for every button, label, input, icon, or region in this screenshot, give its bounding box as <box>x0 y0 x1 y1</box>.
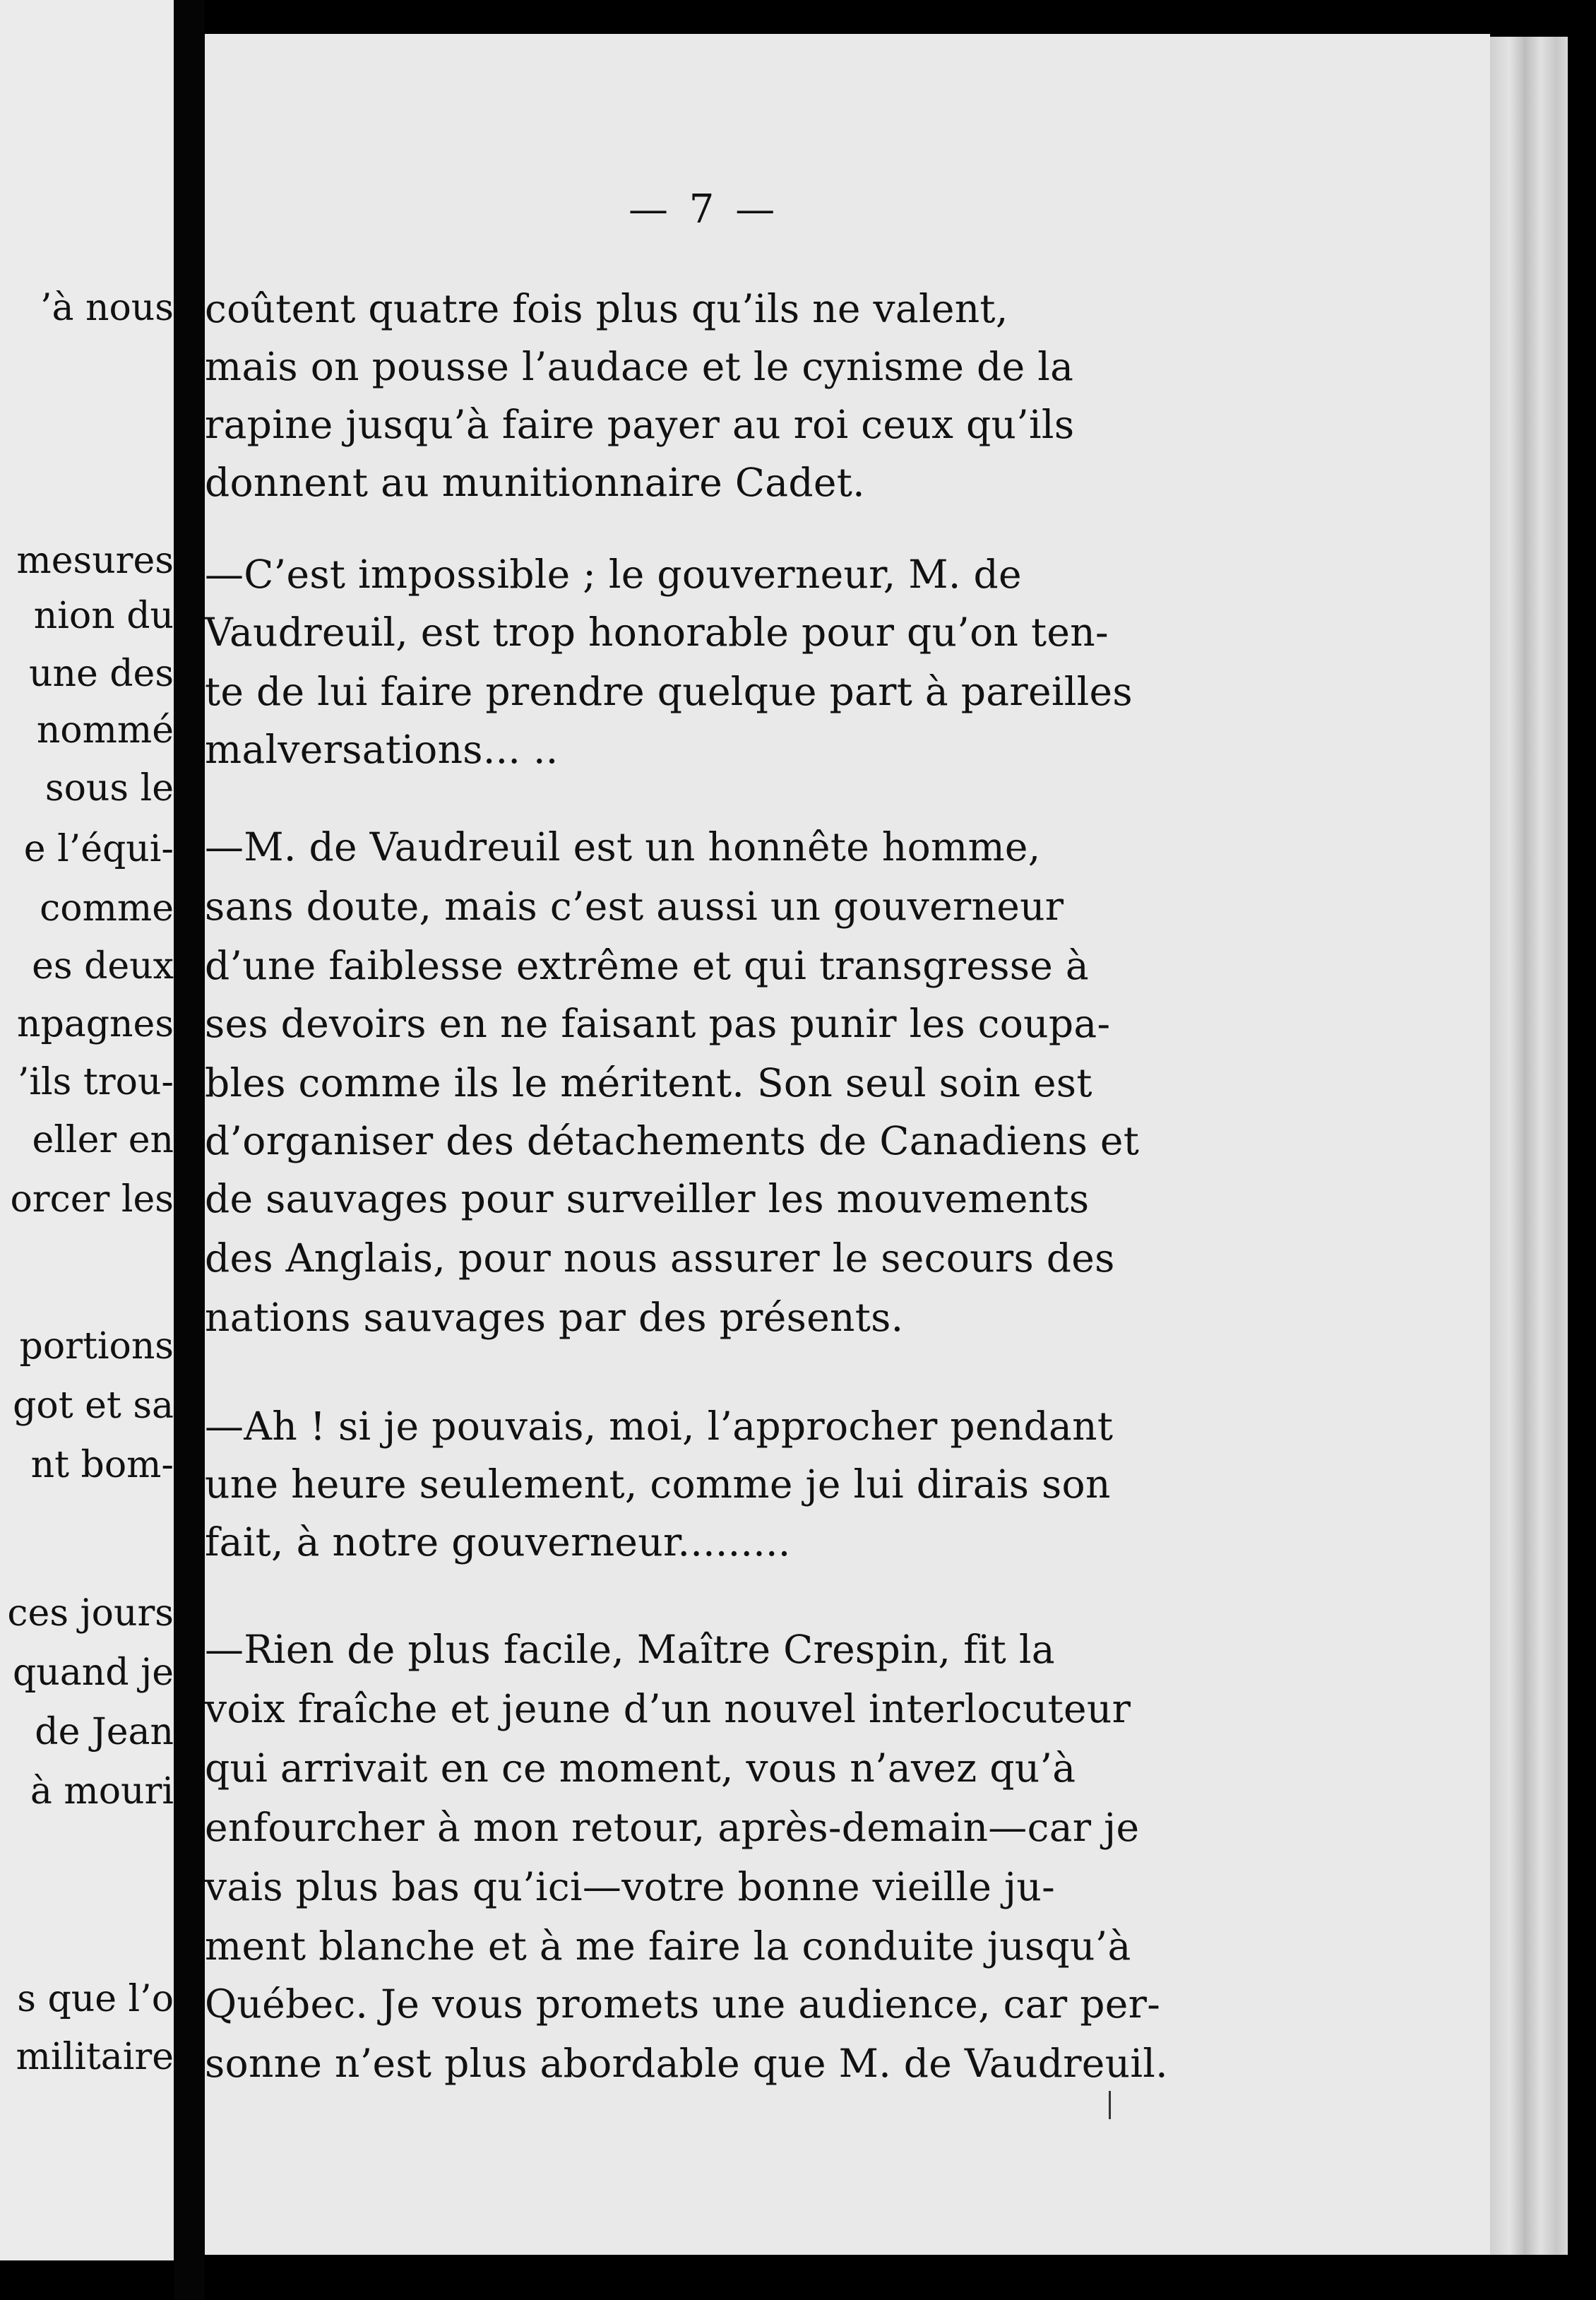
ink-mark <box>1109 2091 1111 2119</box>
text-line: d’une faiblesse extrême et qui transgresse à <box>205 943 1090 988</box>
left-page-fragment: ’à nous <box>40 287 174 329</box>
left-page-fragment: got et sa <box>13 1385 174 1427</box>
book-gutter <box>174 0 205 2300</box>
left-page-fragment: de Jean <box>35 1711 174 1753</box>
text-line: donnent au munitionnaire Cadet. <box>205 460 865 505</box>
left-facing-page <box>0 0 174 2260</box>
page-edges <box>1490 37 1568 2255</box>
left-page-fragment: quand je <box>13 1652 174 1694</box>
text-line: sonne n’est plus abordable que M. de Vaudreuil. <box>205 2041 1168 2086</box>
text-line: nations sauvages par des présents. <box>205 1295 904 1340</box>
text-line: de sauvages pour surveiller les mouvements <box>205 1176 1090 1221</box>
text-line: enfourcher à mon retour, après-demain—car je <box>205 1805 1140 1850</box>
text-line: te de lui faire prendre quelque part à pareilles <box>205 669 1133 714</box>
text-line: ses devoirs en ne faisant pas punir les coupa- <box>205 1001 1111 1046</box>
left-page-fragment: ’ils trou- <box>17 1061 174 1103</box>
text-line: sans doute, mais c’est aussi un gouverneur <box>205 884 1064 929</box>
left-page-fragment: à mouri <box>30 1770 174 1813</box>
text-line: qui arrivait en ce moment, vous n’avez qu’à <box>205 1745 1076 1791</box>
text-line: d’organiser des détachements de Canadiens et <box>205 1118 1140 1163</box>
text-line: fait, à notre gouverneur......... <box>205 1519 791 1565</box>
left-page-fragment: militaire <box>16 2036 174 2078</box>
left-page-fragment: eller en <box>32 1119 174 1161</box>
left-page-fragment: ces jours <box>7 1592 174 1635</box>
left-page-fragment: orcer les <box>10 1178 174 1221</box>
left-page-fragment: nion du <box>33 595 174 637</box>
left-page-fragment: portions <box>19 1325 174 1368</box>
text-line: ment blanche et à me faire la conduite jusqu’à <box>205 1923 1131 1969</box>
left-page-fragment: s que l’o <box>17 1978 174 2020</box>
text-line: Québec. Je vous promets une audience, car per- <box>205 1981 1161 2027</box>
text-line: des Anglais, pour nous assurer le secours des <box>205 1235 1115 1281</box>
text-line: Vaudreuil, est trop honorable pour qu’on ten- <box>205 610 1109 655</box>
left-page-fragment: comme <box>40 887 174 930</box>
left-page-fragment: nt bom- <box>30 1444 174 1486</box>
page-number: — 7 — <box>629 186 780 232</box>
text-line: —Rien de plus facile, Maître Crespin, fit la <box>205 1627 1055 1672</box>
text-line: rapine jusqu’à faire payer au roi ceux qu’ils <box>205 402 1075 447</box>
text-line: —Ah ! si je pouvais, moi, l’approcher pendant <box>205 1404 1114 1449</box>
left-page-fragment: mesures <box>16 540 174 582</box>
text-line: voix fraîche et jeune d’un nouvel interlocuteur <box>205 1686 1131 1731</box>
text-line: bles comme ils le méritent. Son seul soin est <box>205 1060 1092 1105</box>
text-line: —C’est impossible ; le gouverneur, M. de <box>205 552 1022 597</box>
left-page-fragment: une des <box>28 653 174 695</box>
left-page-fragment: es deux <box>32 945 174 988</box>
left-page-fragment: npagnes <box>16 1003 174 1045</box>
left-page-fragment: sous le <box>44 767 174 810</box>
text-line: —M. de Vaudreuil est un honnête homme, <box>205 824 1041 870</box>
text-line: vais plus bas qu’ici—votre bonne vieille ju- <box>205 1864 1055 1909</box>
text-line: une heure seulement, comme je lui dirais son <box>205 1462 1111 1507</box>
text-line: malversations... .. <box>205 727 559 772</box>
text-line: coûtent quatre fois plus qu’ils ne valent, <box>205 286 1008 331</box>
left-page-fragment: nommé <box>36 709 174 752</box>
left-page-fragment: e l’équi- <box>23 828 174 870</box>
text-line: mais on pousse l’audace et le cynisme de la <box>205 344 1074 389</box>
